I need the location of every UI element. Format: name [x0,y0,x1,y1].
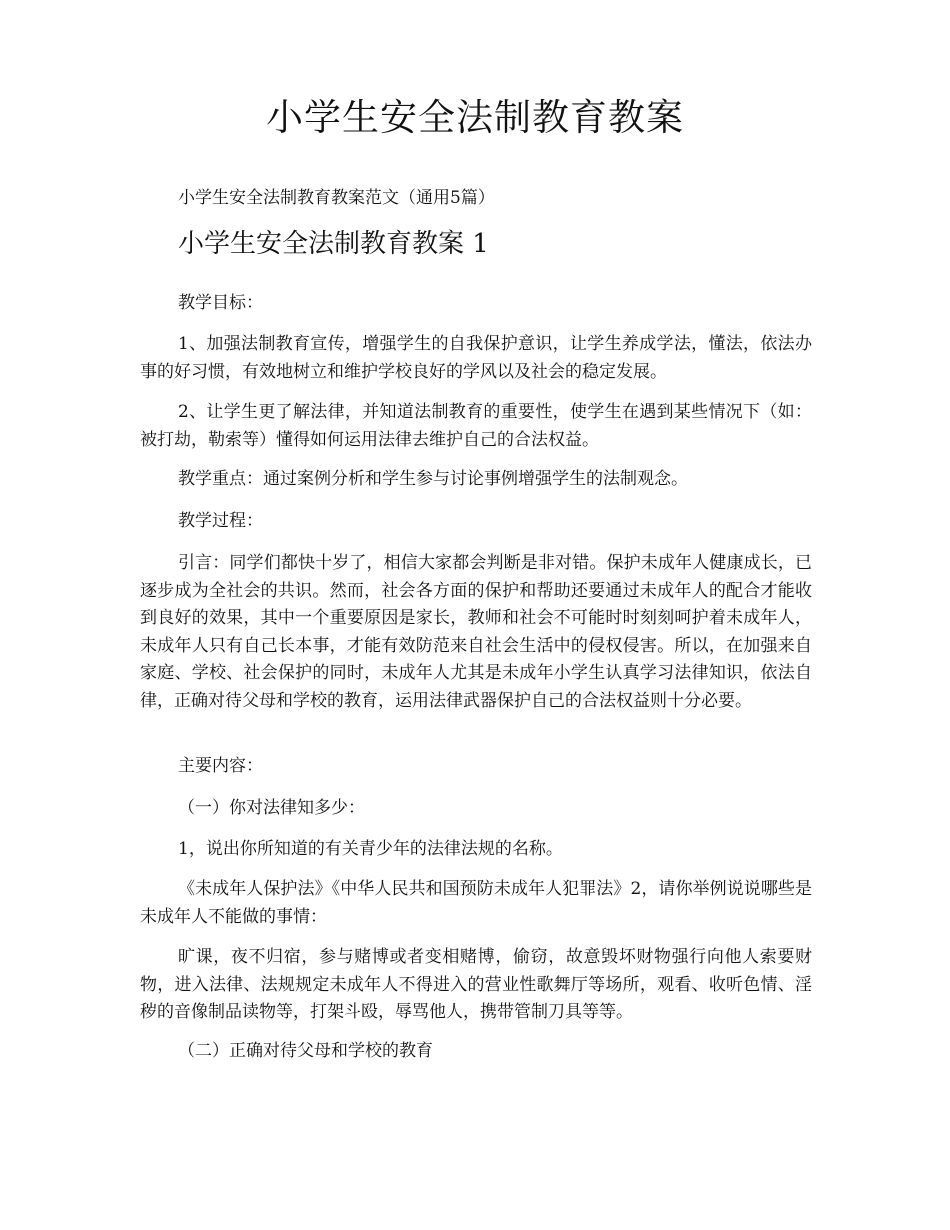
paragraph-subsection-1: （一）你对法律知多少： [178,798,365,818]
paragraph-main-content-label: 主要内容： [178,756,263,776]
paragraph-subsection-2: （二）正确对待父母和学校的教育 [178,1041,433,1061]
paragraph-question-1: 1，说出你所知道的有关青少年的法律法规的名称。 [178,839,563,859]
paragraph-teaching-goals-label: 教学目标： [178,293,263,313]
section-heading: 小学生安全法制教育教案 1 [178,229,489,259]
paragraph-goal-1: 1、加强法制教育宣传，增强学生的自我保护意识，让学生养成学法，懂法，依法办事的好习惯，有效地树立和维护学校良好的学风以及社会的稳定发展。 [140,334,812,382]
paragraph-laws-and-question-2: 《未成年人保护法》《中华人民共和国预防未成年人犯罪法》2，请你举例说说哪些是未成年人不能做的事情： [140,879,812,927]
paragraph-goal-2: 2、让学生更了解法律，并知道法制教育的重要性，使学生在遇到某些情况下（如：被打劫，勒索等）懂得如何运用法律去维护自己的合法权益。 [140,402,812,450]
paragraph-introduction: 引言：同学们都快十岁了，相信大家都会判断是非对错。保护未成年人健康成长，已逐步成为全社会的共识。然而，社会各方面的保护和帮助还要通过未成年人的配合才能收到良好的效果，其中一个重要原因是家长，教师和社会不可能时时刻刻呵护着未成年人，未成年人只有自己长本事，才能有效防范来自社会生活中的侵权侵害。所以，在加强来自家庭、学校、社会保护的同时，未成年人尤其是未成年小学生认真学习法律知识，依法自律，正确对待父母和学校的教育，运用法律武器保护自己的合法权益则十分必要。 [140,553,812,711]
paragraph-prohibited-acts: 旷课，夜不归宿，参与赌博或者变相赌博，偷窃，故意毁坏财物强行向他人索要财物，进入法律、法规规定未成年人不得进入的营业性歌舞厅等场所，观看、收听色情、淫秽的音像制品读物等，打架斗殴，辱骂他人，携带管制刀具等等。 [140,947,812,1022]
paragraph-teaching-focus: 教学重点：通过案例分析和学生参与讨论事例增强学生的法制观念。 [178,469,688,489]
document-subtitle: 小学生安全法制教育教案范文（通用5篇） [178,188,495,208]
paragraph-teaching-process-label: 教学过程： [178,511,263,531]
document-title: 小学生安全法制教育教案 [266,96,684,139]
